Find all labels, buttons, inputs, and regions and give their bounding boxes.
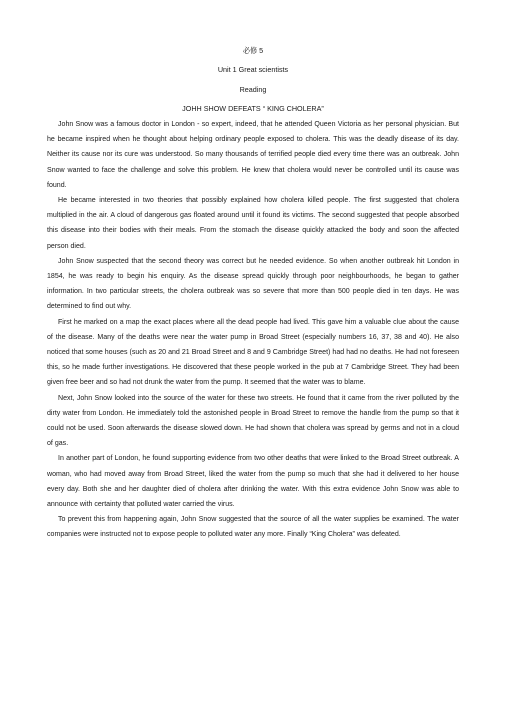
paragraph: He became interested in two theories that possibly explained how cholera killed people. The first suggested that cholera multiplied in the air. A cloud of dangerous gas floated around until it found its victims. The second suggested that people absorbed this disease into their bodies with their meals. From the stomach the disease quickly attacked the body and soon the affected person died. bbox=[47, 197, 459, 250]
paragraph: To prevent this from happening again, John Snow suggested that the source of all the water supplies be examined. The water companies were instructed not to expose people to polluted water any more. Finally “King Cholera” was defeated. bbox=[47, 516, 459, 539]
article-title: JOHH SHOW DEFEATS “ KING CHOLERA” bbox=[182, 104, 324, 113]
paragraph: John Snow suspected that the second theory was correct but he needed evidence. So when another outbreak hit London in 1854, he was ready to begin his enquiry. As the disease spread quickly through poor neighbourhoods, he began to gather information. In two particular streets, the cholera outbreak was so severe that more than 500 people died in ten days. He was determined to find out why. bbox=[47, 257, 459, 311]
article-body bbox=[47, 117, 459, 543]
unit-title: Unit 1 Great scientists bbox=[217, 65, 289, 74]
document-page bbox=[47, 0, 459, 543]
paragraph: Next, John Snow looked into the source of the water for these two streets. He found that it came from the river polluted by the dirty water from London. He immediately told the astonished people in Broad Street to remove the handle from the pump so that it could not be used. Soon afterwards the disease slowed down. He had shown that cholera was spread by germs and not in a cloud of gas. bbox=[47, 394, 459, 448]
paragraph: First he marked on a map the exact places where all the dead people had lived. This gave him a valuable clue about the cause of the disease. Many of the deaths were near the water pump in Broad Street (especially numbers 16, 37, 38 and 40). He also noticed that some houses (such as 20 and 21 Broad Street and 8 and 9 Cambridge Street) had had no deaths. He had not foreseen this, so he made further investigations. He discovered that these people worked in the pub at 7 Cambridge Street. They had been given free beer and so had not drunk the water from the pump. It seemed that the water was to blame. bbox=[47, 318, 459, 387]
paragraph: In another part of London, he found supporting evidence from two other deaths that were linked to the Broad Street outbreak. A woman, who had moved away from Broad Street, liked the water from the pump so much that she had it delivered to her house every day. Both she and her daughter died of cholera after drinking the water. With this extra evidence John Snow was able to announce with certainty that polluted water carried the virus. bbox=[47, 455, 459, 509]
paragraph: John Snow was a famous doctor in London - so expert, indeed, that he attended Queen Victoria as her personal physician. But he became inspired when he thought about helping ordinary people exposed to cholera. This was the deadly disease of its day. Neither its cause nor its cure was understood. So many thousands of terrified people died every time there was an outbreak. John Snow wanted to face the challenge and solve this problem. He knew that cholera would never be controlled until its cause was found. bbox=[47, 121, 459, 189]
section-label: Reading bbox=[239, 85, 267, 94]
book-label: 必修 5 bbox=[242, 46, 264, 55]
